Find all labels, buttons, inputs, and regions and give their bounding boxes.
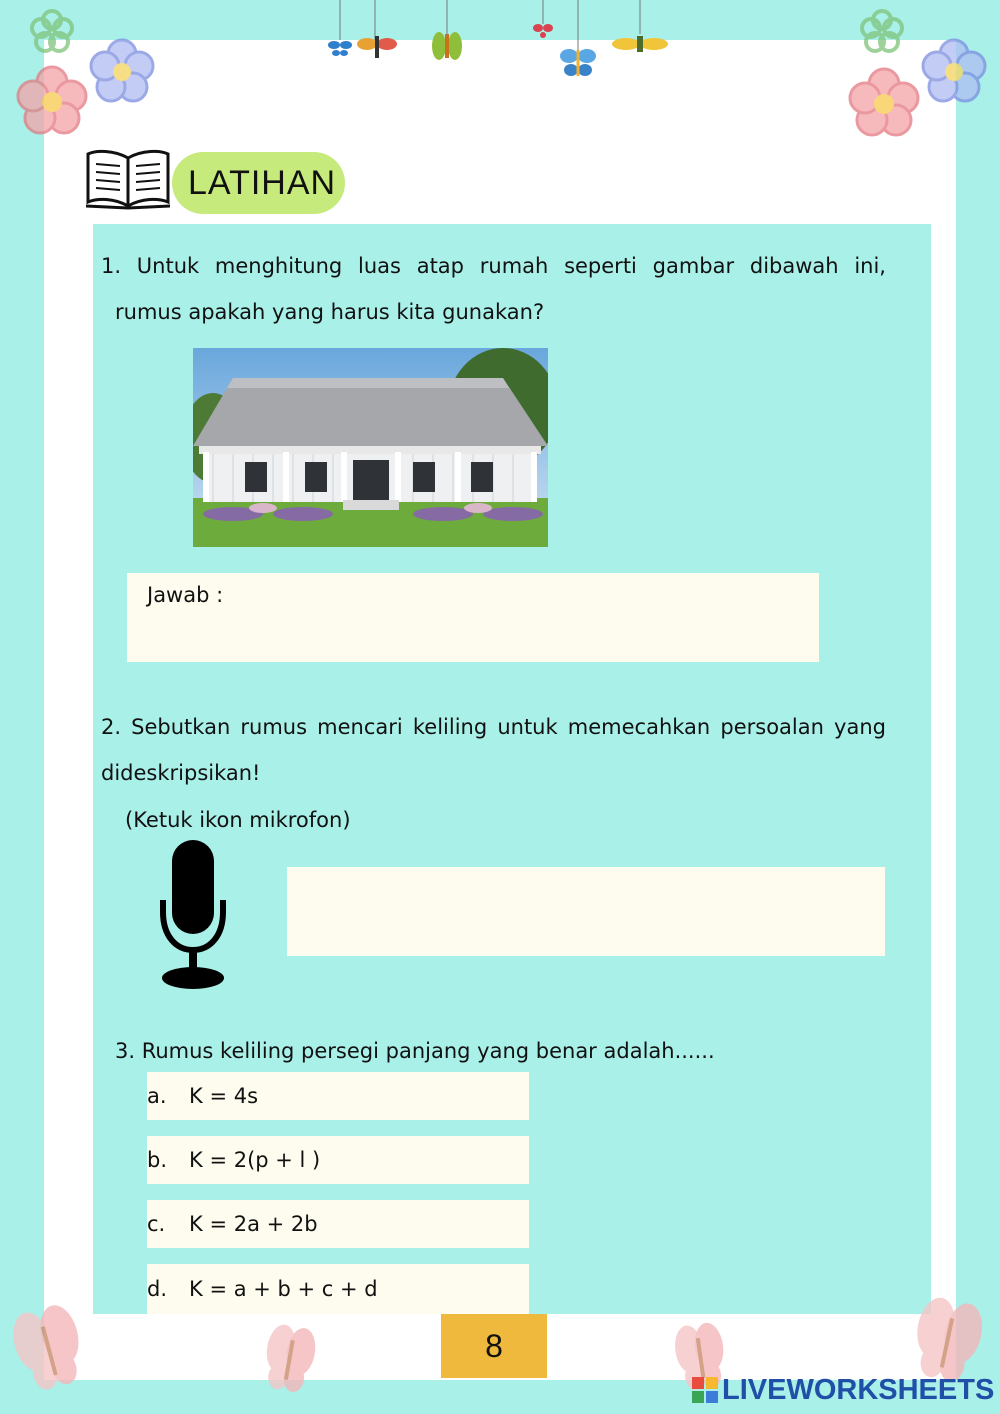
option-key: b. (147, 1148, 168, 1172)
q3-question: 3. Rumus keliling persegi panjang yang benar adalah...... (115, 1039, 715, 1063)
q2-text-line1: 2. Sebutkan rumus mencari keliling untuk memecahkan persoalan yang (101, 715, 886, 739)
option-text: K = a + b + c + d (189, 1277, 378, 1301)
option-text: K = 2(p + l ) (189, 1148, 321, 1172)
option-text: K = 4s (189, 1084, 259, 1108)
house-image (193, 348, 548, 547)
q1-answer-box[interactable] (127, 573, 819, 662)
page-number: 8 (441, 1314, 547, 1378)
q2-answer-box[interactable] (287, 867, 885, 956)
flowers-top-right (820, 0, 1000, 160)
liveworksheets-brand (692, 1372, 994, 1408)
flowers-top-left (0, 0, 180, 150)
option-key: d. (147, 1277, 168, 1301)
q2-hint: (Ketuk ikon mikrofon) (125, 808, 351, 832)
q3-option-a[interactable] (147, 1072, 529, 1120)
brand-text: LIVEWORKSHEETS (722, 1373, 995, 1406)
liveworksheets-logo-icon (692, 1377, 718, 1403)
q1-answer-label: Jawab : (147, 583, 224, 607)
q3-option-b[interactable] (147, 1136, 529, 1184)
microphone-icon[interactable] (158, 838, 228, 994)
q2-text-line2: dideskripsikan! (101, 761, 261, 785)
option-key: a. (147, 1084, 167, 1108)
q1-text-line1: 1. Untuk menghitung luas atap rumah seperti gambar dibawah ini, (101, 254, 886, 278)
option-key: c. (147, 1212, 166, 1236)
section-title: LATIHAN (172, 152, 345, 214)
option-text: K = 2a + 2b (189, 1212, 318, 1236)
q1-text-line2: rumus apakah yang harus kita gunakan? (115, 300, 545, 324)
q3-option-c[interactable] (147, 1200, 529, 1248)
open-book-icon (84, 148, 172, 210)
hanging-butterflies (320, 0, 680, 90)
